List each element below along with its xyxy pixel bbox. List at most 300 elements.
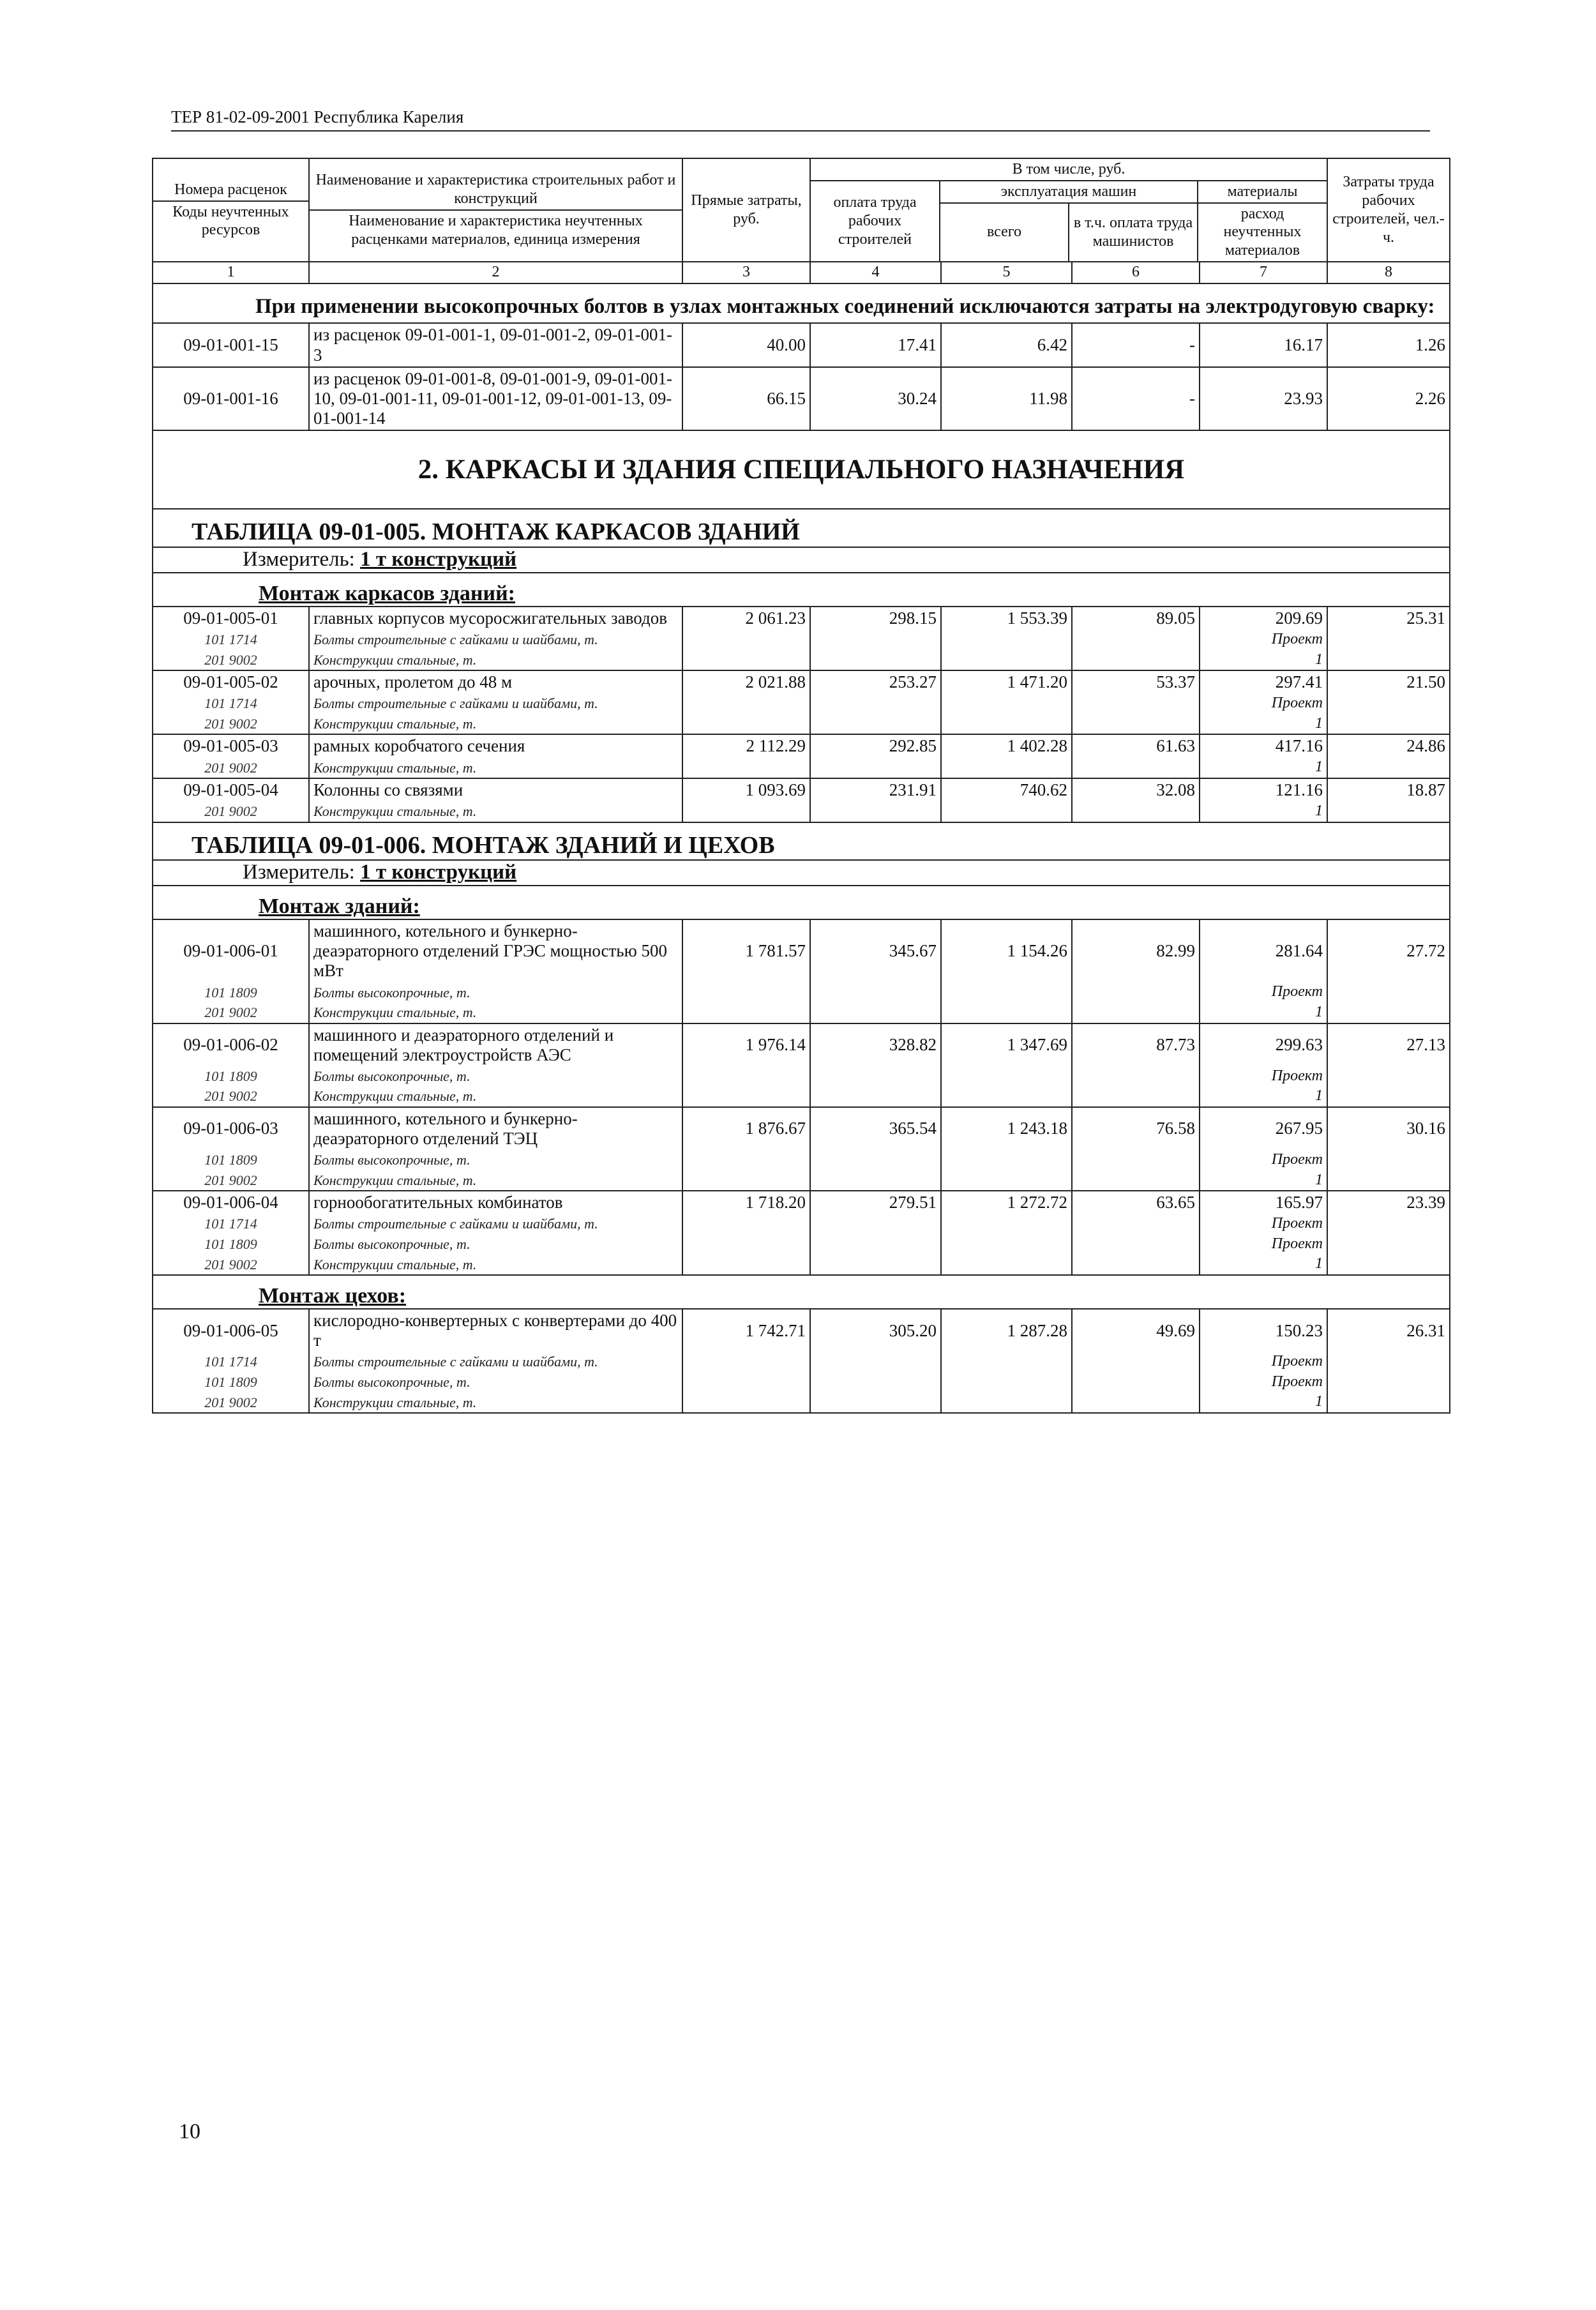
col-header-codes xyxy=(153,158,309,262)
group-heading: Монтаж каркасов зданий: xyxy=(153,573,1450,607)
group-header: В том числе, руб. xyxy=(811,159,1327,181)
table-row xyxy=(153,1107,1450,1150)
materials-header: материалы xyxy=(1198,181,1327,203)
machinist-pay: 82.99 xyxy=(1072,919,1200,982)
resource-name: Конструкции стальные, т. xyxy=(309,1002,682,1023)
empty xyxy=(1327,1254,1450,1275)
resource-code: 201 9002 xyxy=(153,801,309,822)
table-row xyxy=(153,1191,1450,1214)
empty xyxy=(1327,1234,1450,1255)
empty xyxy=(810,1214,941,1234)
empty xyxy=(1072,693,1200,714)
col-header-direct: Прямые затраты, руб. xyxy=(682,158,810,262)
machinist-pay: - xyxy=(1072,367,1200,430)
machines-total: 1 154.26 xyxy=(941,919,1072,982)
empty xyxy=(1327,650,1450,671)
machinist-pay: 61.63 xyxy=(1072,734,1200,757)
empty xyxy=(682,757,810,778)
empty xyxy=(1327,1150,1450,1170)
empty xyxy=(941,1170,1072,1191)
resource-name: Конструкции стальные, т. xyxy=(309,1254,682,1275)
materials-cost: 23.93 xyxy=(1200,367,1327,430)
resource-name: Конструкции стальные, т. xyxy=(309,714,682,735)
resource-code: 201 9002 xyxy=(153,757,309,778)
empty xyxy=(682,1170,810,1191)
resource-code: 201 9002 xyxy=(153,714,309,735)
rate-code: 09-01-006-01 xyxy=(153,919,309,982)
empty xyxy=(1072,1372,1200,1393)
empty xyxy=(810,1150,941,1170)
resource-name: Болты высокопрочные, т. xyxy=(309,1150,682,1170)
empty xyxy=(1327,1352,1450,1372)
labor-hours: 21.50 xyxy=(1327,670,1450,693)
empty xyxy=(1072,1352,1200,1372)
measure-label: Измеритель: xyxy=(243,547,355,571)
empty xyxy=(941,1086,1072,1107)
empty xyxy=(941,982,1072,1002)
table-title-row xyxy=(153,822,1450,861)
empty xyxy=(941,1214,1072,1234)
resource-quantity: 1 xyxy=(1200,1392,1327,1413)
resource-row xyxy=(153,1002,1450,1023)
empty xyxy=(682,1214,810,1234)
labor-hours: 23.39 xyxy=(1327,1191,1450,1214)
empty xyxy=(810,1002,941,1023)
labor-hours: 25.31 xyxy=(1327,607,1450,630)
empty xyxy=(810,757,941,778)
resource-name: Болты высокопрочные, т. xyxy=(309,1234,682,1255)
direct-cost: 1 876.67 xyxy=(682,1107,810,1150)
empty xyxy=(682,1002,810,1023)
resource-code: 101 1809 xyxy=(153,1066,309,1087)
machinist-pay: 89.05 xyxy=(1072,607,1200,630)
col1-title: Номера расценок xyxy=(174,181,287,198)
col2-title: Наименование и характеристика строительных работ и конструкций xyxy=(315,172,676,208)
direct-cost: 1 093.69 xyxy=(682,778,810,801)
resource-name: Болты высокопрочные, т. xyxy=(309,1372,682,1393)
empty xyxy=(682,801,810,822)
machines-total: 11.98 xyxy=(941,367,1072,430)
resource-name: Конструкции стальные, т. xyxy=(309,757,682,778)
resource-row xyxy=(153,982,1450,1002)
header-row-1 xyxy=(153,158,1450,262)
labor-hours: 1.26 xyxy=(1327,323,1450,366)
col-header-labor: Затраты труда рабочих строителей, чел.-ч. xyxy=(1327,158,1450,262)
table-title: ТАБЛИЦА 09-01-005. МОНТАЖ КАРКАСОВ ЗДАНИЙ xyxy=(153,509,1450,547)
empty xyxy=(1072,1254,1200,1275)
empty xyxy=(682,1254,810,1275)
resource-code: 201 9002 xyxy=(153,1002,309,1023)
resource-name: Болты строительные с гайками и шайбами, т. xyxy=(309,1352,682,1372)
empty xyxy=(810,1372,941,1393)
empty xyxy=(941,1254,1072,1275)
resource-row xyxy=(153,1392,1450,1413)
resource-code: 201 9002 xyxy=(153,1392,309,1413)
column-number-row xyxy=(153,262,1450,283)
empty xyxy=(1072,1150,1200,1170)
labor-pay: 292.85 xyxy=(810,734,941,757)
note-text-row xyxy=(153,283,1450,324)
resource-quantity: 1 xyxy=(1200,1086,1327,1107)
resource-name: Конструкции стальные, т. xyxy=(309,650,682,671)
resource-quantity: 1 xyxy=(1200,650,1327,671)
empty xyxy=(941,1002,1072,1023)
empty xyxy=(682,1150,810,1170)
labor-pay: 305.20 xyxy=(810,1309,941,1352)
empty xyxy=(682,714,810,735)
resource-row xyxy=(153,1254,1450,1275)
resource-code: 201 9002 xyxy=(153,1254,309,1275)
rate-code: 09-01-005-02 xyxy=(153,670,309,693)
labor-pay: 298.15 xyxy=(810,607,941,630)
empty xyxy=(1072,801,1200,822)
resource-code: 201 9002 xyxy=(153,650,309,671)
materials-cost: 281.64 xyxy=(1200,919,1327,982)
rate-name: горнообогатительных комбинатов xyxy=(309,1191,682,1214)
labor-pay: 279.51 xyxy=(810,1191,941,1214)
empty xyxy=(810,1066,941,1087)
labor-hours: 24.86 xyxy=(1327,734,1450,757)
rate-name: рамных коробчатого сечения xyxy=(309,734,682,757)
empty xyxy=(1072,650,1200,671)
labor-hours: 2.26 xyxy=(1327,367,1450,430)
resource-code: 101 1714 xyxy=(153,1214,309,1234)
empty xyxy=(1327,714,1450,735)
empty xyxy=(941,757,1072,778)
col7-header: расход неучтенных материалов xyxy=(1223,205,1302,259)
resource-row xyxy=(153,1150,1450,1170)
col6-header: в т.ч. оплата труда машинистов xyxy=(1069,203,1198,261)
rate-code: 09-01-006-03 xyxy=(153,1107,309,1150)
empty xyxy=(1327,1392,1450,1413)
page-number: 10 xyxy=(179,2120,200,2143)
group-heading-row xyxy=(153,573,1450,607)
empty xyxy=(1327,1002,1450,1023)
empty xyxy=(810,630,941,650)
resource-quantity: 1 xyxy=(1200,801,1327,822)
empty xyxy=(1327,1170,1450,1191)
resource-name: Конструкции стальные, т. xyxy=(309,1170,682,1191)
empty xyxy=(941,1234,1072,1255)
resource-code: 201 9002 xyxy=(153,1170,309,1191)
rate-name: из расценок 09-01-001-1, 09-01-001-2, 09-01-001-3 xyxy=(309,323,682,366)
rate-name: арочных, пролетом до 48 м xyxy=(309,670,682,693)
direct-cost: 1 742.71 xyxy=(682,1309,810,1352)
machines-total: 1 243.18 xyxy=(941,1107,1072,1150)
empty xyxy=(941,714,1072,735)
empty xyxy=(1327,982,1450,1002)
labor-hours: 27.13 xyxy=(1327,1023,1450,1066)
resource-quantity: Проект xyxy=(1200,1150,1327,1170)
materials-cost: 16.17 xyxy=(1200,323,1327,366)
table-title: ТАБЛИЦА 09-01-006. МОНТАЖ ЗДАНИЙ И ЦЕХОВ xyxy=(153,822,1450,861)
machines-total: 1 272.72 xyxy=(941,1191,1072,1214)
resource-quantity: Проект xyxy=(1200,1372,1327,1393)
direct-cost: 66.15 xyxy=(682,367,810,430)
labor-pay: 30.24 xyxy=(810,367,941,430)
empty xyxy=(810,693,941,714)
table-title-row xyxy=(153,509,1450,547)
empty xyxy=(941,693,1072,714)
machines-total: 1 553.39 xyxy=(941,607,1072,630)
machinist-pay: 53.37 xyxy=(1072,670,1200,693)
col-num: 5 xyxy=(941,262,1072,283)
machinist-pay: 49.69 xyxy=(1072,1309,1200,1352)
resource-name: Болты строительные с гайками и шайбами, т. xyxy=(309,630,682,650)
measure-value: 1 т конструкций xyxy=(360,547,517,571)
empty xyxy=(941,1352,1072,1372)
rate-code: 09-01-005-04 xyxy=(153,778,309,801)
group-heading: Монтаж зданий: xyxy=(153,886,1450,919)
table-row xyxy=(153,919,1450,982)
rate-name: машинного, котельного и бункерно-деаэраторного отделений ТЭЦ xyxy=(309,1107,682,1150)
empty xyxy=(941,1392,1072,1413)
direct-cost: 2 112.29 xyxy=(682,734,810,757)
col-num: 4 xyxy=(810,262,941,283)
direct-cost: 1 718.20 xyxy=(682,1191,810,1214)
empty xyxy=(1327,1214,1450,1234)
empty xyxy=(1072,1086,1200,1107)
materials-cost: 299.63 xyxy=(1200,1023,1327,1066)
resource-quantity: Проект xyxy=(1200,982,1327,1002)
direct-cost: 1 976.14 xyxy=(682,1023,810,1066)
materials-cost: 165.97 xyxy=(1200,1191,1327,1214)
resource-quantity: 1 xyxy=(1200,757,1327,778)
empty xyxy=(682,1352,810,1372)
resource-quantity: Проект xyxy=(1200,1234,1327,1255)
empty xyxy=(682,630,810,650)
empty xyxy=(941,1150,1072,1170)
rate-name: Колонны со связями xyxy=(309,778,682,801)
empty xyxy=(1072,1066,1200,1087)
machinist-pay: 32.08 xyxy=(1072,778,1200,801)
empty xyxy=(1327,1066,1450,1087)
empty xyxy=(682,1372,810,1393)
col4-header: оплата труда рабочих строителей xyxy=(811,181,940,261)
empty xyxy=(1072,1002,1200,1023)
col-num: 7 xyxy=(1200,262,1327,283)
resource-quantity: 1 xyxy=(1200,1002,1327,1023)
resource-quantity: Проект xyxy=(1200,1066,1327,1087)
resource-quantity: 1 xyxy=(1200,714,1327,735)
labor-hours: 18.87 xyxy=(1327,778,1450,801)
empty xyxy=(941,650,1072,671)
measure-row xyxy=(153,547,1450,573)
empty xyxy=(1327,693,1450,714)
empty xyxy=(941,1372,1072,1393)
materials-cost: 297.41 xyxy=(1200,670,1327,693)
table-row xyxy=(153,778,1450,801)
measure-value: 1 т конструкций xyxy=(360,861,517,884)
empty xyxy=(682,982,810,1002)
section-title: 2. КАРКАСЫ И ЗДАНИЯ СПЕЦИАЛЬНОГО НАЗНАЧЕНИЯ xyxy=(153,430,1450,509)
empty xyxy=(1072,714,1200,735)
resource-row xyxy=(153,693,1450,714)
labor-hours: 27.72 xyxy=(1327,919,1450,982)
machines-total: 6.42 xyxy=(941,323,1072,366)
empty xyxy=(1327,630,1450,650)
rate-code: 09-01-005-01 xyxy=(153,607,309,630)
table-row xyxy=(153,734,1450,757)
resource-row xyxy=(153,757,1450,778)
resource-row xyxy=(153,1170,1450,1191)
table-row xyxy=(153,1309,1450,1352)
rate-code: 09-01-006-04 xyxy=(153,1191,309,1214)
direct-cost: 40.00 xyxy=(682,323,810,366)
empty xyxy=(941,1066,1072,1087)
col-num: 3 xyxy=(682,262,810,283)
resource-name: Болты строительные с гайками и шайбами, т. xyxy=(309,1214,682,1234)
labor-hours: 26.31 xyxy=(1327,1309,1450,1352)
resource-row xyxy=(153,714,1450,735)
resource-code: 101 1809 xyxy=(153,1234,309,1255)
empty xyxy=(682,1392,810,1413)
resource-code: 101 1809 xyxy=(153,982,309,1002)
resource-code: 101 1714 xyxy=(153,1352,309,1372)
col-header-names xyxy=(309,158,682,262)
measure-label: Измеритель: xyxy=(243,861,355,884)
empty xyxy=(1072,630,1200,650)
table-row xyxy=(153,1023,1450,1066)
measure-row xyxy=(153,860,1450,886)
resource-row xyxy=(153,1086,1450,1107)
empty xyxy=(810,982,941,1002)
empty xyxy=(1327,1372,1450,1393)
empty xyxy=(810,801,941,822)
resource-name: Конструкции стальные, т. xyxy=(309,1086,682,1107)
empty xyxy=(1072,982,1200,1002)
col-num: 8 xyxy=(1327,262,1450,283)
resource-quantity: Проект xyxy=(1200,630,1327,650)
rate-code: 09-01-005-03 xyxy=(153,734,309,757)
rate-code: 09-01-001-15 xyxy=(153,323,309,366)
resource-row xyxy=(153,1066,1450,1087)
materials-cost: 150.23 xyxy=(1200,1309,1327,1352)
empty xyxy=(682,693,810,714)
resource-name: Конструкции стальные, т. xyxy=(309,1392,682,1413)
measure xyxy=(153,547,1450,573)
empty xyxy=(682,1234,810,1255)
machines-total: 740.62 xyxy=(941,778,1072,801)
empty xyxy=(810,650,941,671)
machines-total: 1 402.28 xyxy=(941,734,1072,757)
labor-hours: 30.16 xyxy=(1327,1107,1450,1150)
machines-total: 1 471.20 xyxy=(941,670,1072,693)
empty xyxy=(1072,1214,1200,1234)
table-row xyxy=(153,367,1450,430)
resource-row xyxy=(153,1372,1450,1393)
resource-row xyxy=(153,630,1450,650)
resource-quantity: Проект xyxy=(1200,1214,1327,1234)
direct-cost: 1 781.57 xyxy=(682,919,810,982)
labor-pay: 365.54 xyxy=(810,1107,941,1150)
resource-row xyxy=(153,650,1450,671)
empty xyxy=(1327,801,1450,822)
empty xyxy=(810,1234,941,1255)
resource-code: 101 1809 xyxy=(153,1372,309,1393)
rate-name: кислородно-конвертерных с конвертерами до 400 т xyxy=(309,1309,682,1352)
resource-code: 101 1714 xyxy=(153,630,309,650)
resource-code: 101 1714 xyxy=(153,693,309,714)
empty xyxy=(1072,1234,1200,1255)
empty xyxy=(810,714,941,735)
labor-pay: 253.27 xyxy=(810,670,941,693)
col-header-group xyxy=(810,158,1327,262)
labor-pay: 17.41 xyxy=(810,323,941,366)
col-num: 1 xyxy=(153,262,309,283)
empty xyxy=(810,1086,941,1107)
measure xyxy=(153,860,1450,886)
resource-code: 101 1809 xyxy=(153,1150,309,1170)
labor-pay: 345.67 xyxy=(810,919,941,982)
col2-subtitle: Наименование и характеристика неучтенных расценками материалов, единица измерения xyxy=(310,209,682,249)
empty xyxy=(810,1392,941,1413)
empty xyxy=(682,1086,810,1107)
direct-cost: 2 061.23 xyxy=(682,607,810,630)
table-row xyxy=(153,670,1450,693)
rate-name: из расценок 09-01-001-8, 09-01-001-9, 09-01-001-10, 09-01-001-11, 09-01-001-12, 09-01-001-13, 09-01-001-14 xyxy=(309,367,682,430)
resource-quantity: 1 xyxy=(1200,1170,1327,1191)
empty xyxy=(1072,1392,1200,1413)
rate-name: машинного и деаэраторного отделений и помещений электроустройств АЭС xyxy=(309,1023,682,1066)
empty xyxy=(682,1066,810,1087)
running-header: ТЕР 81-02-09-2001 Республика Карелия xyxy=(171,107,464,126)
machinist-pay: 63.65 xyxy=(1072,1191,1200,1214)
resource-name: Конструкции стальные, т. xyxy=(309,801,682,822)
empty xyxy=(1072,1170,1200,1191)
rate-code: 09-01-006-02 xyxy=(153,1023,309,1066)
col-num: 2 xyxy=(309,262,682,283)
table-row xyxy=(153,607,1450,630)
table-row xyxy=(153,323,1450,366)
header-rule xyxy=(171,130,1430,132)
empty xyxy=(1072,757,1200,778)
col1-subtitle: Коды неучтенных ресурсов xyxy=(153,200,308,240)
resource-row xyxy=(153,1214,1450,1234)
resource-code: 201 9002 xyxy=(153,1086,309,1107)
labor-pay: 328.82 xyxy=(810,1023,941,1066)
machines-total: 1 287.28 xyxy=(941,1309,1072,1352)
resource-quantity: Проект xyxy=(1200,693,1327,714)
materials-cost: 417.16 xyxy=(1200,734,1327,757)
machinist-pay: 87.73 xyxy=(1072,1023,1200,1066)
empty xyxy=(1327,1086,1450,1107)
materials-cost: 209.69 xyxy=(1200,607,1327,630)
materials-cost: 267.95 xyxy=(1200,1107,1327,1150)
empty xyxy=(810,1352,941,1372)
machines-header: эксплуатация машин xyxy=(940,181,1198,203)
labor-pay: 231.91 xyxy=(810,778,941,801)
col-num: 6 xyxy=(1072,262,1200,283)
machines-total: 1 347.69 xyxy=(941,1023,1072,1066)
group-heading-row xyxy=(153,1275,1450,1309)
price-table xyxy=(152,158,1450,1414)
group-heading-row xyxy=(153,886,1450,919)
machinist-pay: - xyxy=(1072,323,1200,366)
rate-name: главных корпусов мусоросжигательных заводов xyxy=(309,607,682,630)
resource-quantity: Проект xyxy=(1200,1352,1327,1372)
empty xyxy=(810,1254,941,1275)
resource-quantity: 1 xyxy=(1200,1254,1327,1275)
machinist-pay: 76.58 xyxy=(1072,1107,1200,1150)
note-text: При применении высокопрочных болтов в узлах монтажных соединений исключаются затраты на электродуговую сварку: xyxy=(153,283,1450,324)
resource-name: Болты высокопрочные, т. xyxy=(309,982,682,1002)
empty xyxy=(682,650,810,671)
resource-name: Болты высокопрочные, т. xyxy=(309,1066,682,1087)
rate-code: 09-01-001-16 xyxy=(153,367,309,430)
section-title-row xyxy=(153,430,1450,509)
direct-cost: 2 021.88 xyxy=(682,670,810,693)
